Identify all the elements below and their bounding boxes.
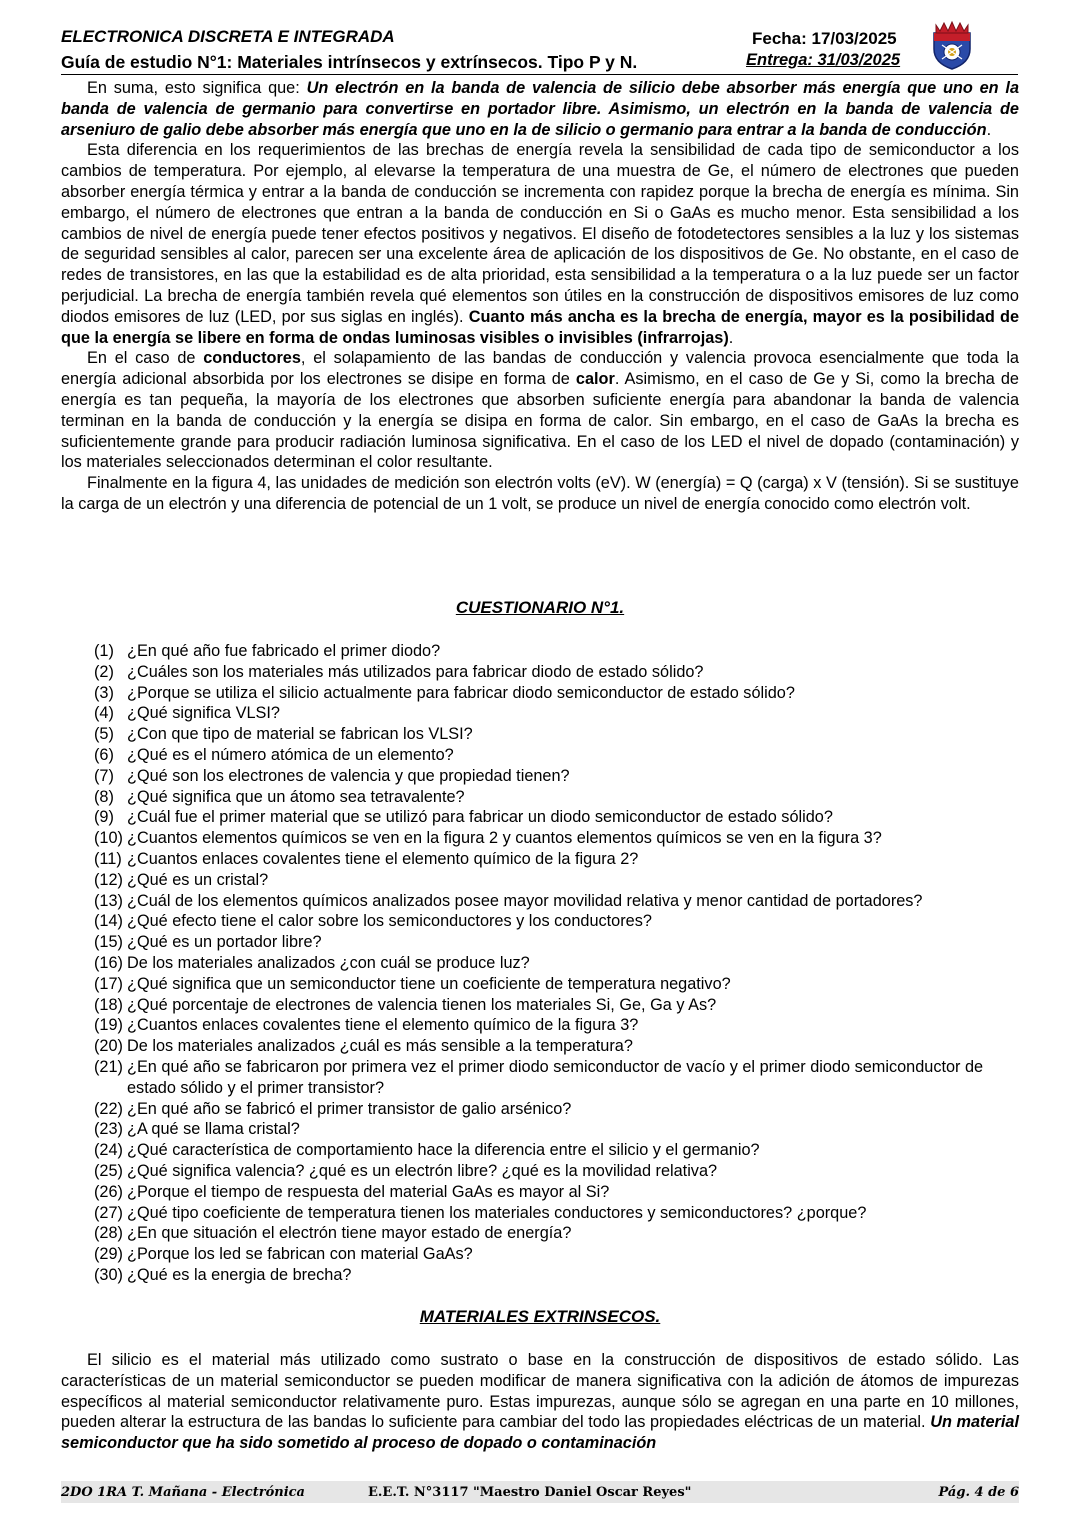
question-text: ¿Qué significa valencia? ¿qué es un electrón libre? ¿qué es la movilidad relativa? xyxy=(127,1161,718,1180)
question-number: (6) xyxy=(94,745,114,764)
question-text: ¿Qué significa que un átomo sea tetravalente? xyxy=(127,787,465,806)
paragraph-conductors xyxy=(61,348,1019,473)
question-number: (2) xyxy=(94,662,114,681)
question-text: ¿Porque se utiliza el silicio actualmente para fabricar diodo semiconductor de estado sólido? xyxy=(127,683,795,702)
question-item xyxy=(94,995,1024,1016)
question-number: (30) xyxy=(94,1265,123,1284)
question-number: (1) xyxy=(94,642,114,660)
question-item xyxy=(94,932,1024,953)
footer-page-number: Pág. 4 de 6 xyxy=(938,1485,1019,1500)
question-item xyxy=(94,911,1024,932)
question-text: ¿En qué año se fabricaron por primera vez el primer diodo semiconductor de vacío y el primer diodo semiconductor de estado sólido y el primer transistor? xyxy=(127,1057,984,1097)
text-run: , el solapamiento de las bandas de conducción y valencia provoca esencialmente que toda la energía adicional absorbida por los electrones se disipe en forma de xyxy=(61,349,1019,389)
question-number: (21) xyxy=(94,1057,123,1076)
question-number: (13) xyxy=(94,891,123,910)
question-item xyxy=(94,703,1024,724)
paragraph-extrinsic xyxy=(61,1350,1019,1454)
question-text: ¿Porque los led se fabrican con material GaAs? xyxy=(127,1245,473,1264)
question-number: (8) xyxy=(94,787,114,806)
question-text: ¿Cuantos elementos químicos se ven en la figura 2 y cuantos elementos químicos se ven en la figura 3? xyxy=(127,829,882,848)
question-item xyxy=(94,1161,1024,1182)
text-run: El silicio es el material más utilizado como sustrato o base en la construcción de dispositivos de estado sólido. Las características de un material semiconductor se pueden modificar de manera significativa con la adición de átomos de impurezas específicos al material semiconductor relativamente puro. Estas impurezas, aunque sólo se agregan en una parte en 10 millones, pueden alterar la estructura de las bandas lo suficiente para cambiar del todo las propiedades eléctricas de un material. xyxy=(61,1351,1019,1432)
question-number: (14) xyxy=(94,912,123,931)
question-text: ¿Qué efecto tiene el calor sobre los semiconductores y los conductores? xyxy=(127,912,652,931)
question-item xyxy=(94,1244,1024,1265)
question-text: ¿Qué es la energia de brecha? xyxy=(127,1265,352,1284)
question-item xyxy=(94,745,1024,766)
question-text: ¿Cuantos enlaces covalentes tiene el elemento químico de la figura 3? xyxy=(127,1016,639,1035)
question-list xyxy=(94,641,1024,1286)
question-text: ¿En qué año se fabricó el primer transistor de galio arsénico? xyxy=(127,1099,572,1118)
footer-school: E.E.T. N°3117 "Maestro Daniel Oscar Reyes" xyxy=(368,1485,692,1500)
question-item xyxy=(94,870,1024,891)
question-item xyxy=(94,1015,1024,1036)
emphasis-text: Un electrón en la banda de valencia de silicio debe absorber más energía que uno en la banda de valencia de germanio para convertirse en portador libre. Asimismo, un electrón en la banda de valencia de arseniuro de galio debe absorber más energía que uno en la de silicio o germanio para entrar a la banda de conducción xyxy=(61,79,1020,139)
question-item xyxy=(94,1119,1024,1140)
date-label: Fecha: 17/03/2025 xyxy=(752,29,897,48)
question-item xyxy=(94,787,1024,808)
question-number: (9) xyxy=(94,808,114,827)
question-number: (27) xyxy=(94,1203,123,1222)
emphasis-text: Cuanto más ancha es la brecha de energía, mayor es la posibilidad de que la energía se libere en forma de ondas luminosas visibles o invisibles (infrarrojas) xyxy=(61,307,1020,347)
footer-course: 2DO 1RA T. Mañana - Electrónica xyxy=(61,1485,305,1500)
question-text: ¿Qué significa que un semiconductor tiene un coeficiente de temperatura negativo? xyxy=(127,974,731,993)
question-number: (24) xyxy=(94,1141,123,1160)
question-number: (10) xyxy=(94,829,123,848)
question-text: ¿Qué característica de comportamiento hace la diferencia entre el silicio y el germanio? xyxy=(127,1141,760,1160)
school-crest-icon xyxy=(930,19,974,71)
question-item xyxy=(94,683,1024,704)
question-number: (18) xyxy=(94,995,123,1014)
question-text: ¿Cuál de los elementos químicos analizados posee mayor movilidad relativa y menor cantidad de portadores? xyxy=(127,891,923,910)
question-text: De los materiales analizados ¿cuál es más sensible a la temperatura? xyxy=(127,1037,633,1056)
question-number: (4) xyxy=(94,704,114,723)
question-item xyxy=(94,766,1024,787)
question-item xyxy=(94,1182,1024,1203)
question-number: (17) xyxy=(94,974,123,993)
question-item xyxy=(94,641,1024,662)
question-item xyxy=(94,849,1024,870)
question-item xyxy=(94,1140,1024,1161)
question-text: ¿Cuáles son los materiales más utilizados para fabricar diodo de estado sólido? xyxy=(127,662,704,681)
text-run: Esta diferencia en los requerimientos de las brechas de energía revela la sensibilidad de cada tipo de semiconductor a los cambios de temperatura. Por ejemplo, al elevarse la temperatura de una muestra de Ge, el número de electrones que pueden absorber energía térmica y entrar a la banda de conducción se incrementa con rapidez porque la brecha de energía es mínima. Sin embargo, el número de electrones que entran a la banda de conducción en Si o GaAs es mucho menor. Esta sensibilidad a los cambios de nivel de energía puede tener efectos positivos y negativos. El diseño de fotodetectores sensibles a la luz y los sistemas de seguridad sensibles al calor, parecen ser una excelente área de aplicación de los dispositivos de Ge. No obstante, en el caso de redes de transistores, en las que la estabilidad es de alta prioridad, esta sensibilidad a la temperatura o a la luz puede ser un factor perjudicial. La brecha de energía también revela qué elementos son útiles en la construcción de dispositivos emisores de luz como diodos emisores de luz (LED, por sus siglas en inglés). xyxy=(61,141,1019,326)
emphasis-text: Un material semiconductor que ha sido sometido al proceso de dopado o contaminación xyxy=(61,1413,1019,1453)
question-text: ¿Cuál fue el primer material que se utilizó para fabricar un diodo semiconductor de estado sólido? xyxy=(127,808,833,827)
question-number: (5) xyxy=(94,725,114,744)
paragraph-energy-gap xyxy=(61,140,1019,348)
question-number: (11) xyxy=(94,849,122,868)
page-footer xyxy=(61,1481,1019,1503)
question-item xyxy=(94,974,1024,995)
extrinsic-title: MATERIALES EXTRINSECOS. xyxy=(419,1307,661,1326)
question-item xyxy=(94,724,1024,745)
questionnaire-title: CUESTIONARIO N°1. xyxy=(455,598,625,617)
question-number: (15) xyxy=(94,933,123,952)
extrinsic-text xyxy=(61,1350,1019,1454)
question-text: ¿Qué es un cristal? xyxy=(127,870,269,889)
paragraph-electron-volt: Finalmente en la figura 4, las unidades de medición son electrón volts (eV). W (energía) = Q (carga) x V (tensión). Si se sustituye la carga de un electrón y una diferencia de potencial de un 1 volt, se produce un nivel de energía conocido como electrón volt. xyxy=(61,474,1019,513)
text-run: En suma, esto significa que: xyxy=(87,79,307,97)
question-text: ¿Qué porcentaje de electrones de valencia tienen los materiales Si, Ge, Ga y As? xyxy=(127,995,717,1014)
question-number: (26) xyxy=(94,1182,123,1201)
question-item xyxy=(94,1203,1024,1224)
question-number: (29) xyxy=(94,1245,123,1264)
question-number: (20) xyxy=(94,1037,123,1056)
due-date-label: Entrega: 31/03/2025 xyxy=(746,51,901,69)
question-number: (25) xyxy=(94,1161,123,1180)
question-number: (7) xyxy=(94,766,114,785)
question-number: (19) xyxy=(94,1016,123,1035)
question-item xyxy=(94,1036,1024,1057)
intro-text xyxy=(61,78,1019,515)
question-item xyxy=(94,1057,1024,1099)
question-item xyxy=(94,953,1024,974)
question-item xyxy=(94,807,1024,828)
question-item xyxy=(94,1265,1024,1286)
question-number: (22) xyxy=(94,1099,123,1118)
question-item xyxy=(94,828,1024,849)
emphasis-text: calor xyxy=(575,370,615,389)
question-text: De los materiales analizados ¿con cuál se produce luz? xyxy=(127,953,530,972)
question-text: ¿Con que tipo de material se fabrican los VLSI? xyxy=(127,725,473,744)
question-text: ¿A qué se llama cristal? xyxy=(127,1120,300,1139)
text-run: . xyxy=(986,120,992,139)
question-item xyxy=(94,1223,1024,1244)
course-title: ELECTRONICA DISCRETA E INTEGRADA xyxy=(61,27,395,46)
question-text: ¿Porque el tiempo de respuesta del material GaAs es mayor al Si? xyxy=(127,1182,610,1201)
question-text: ¿Qué es el número atómica de un elemento? xyxy=(127,745,454,764)
question-text: ¿Cuantos enlaces covalentes tiene el elemento químico de la figura 2? xyxy=(127,849,639,868)
question-item xyxy=(94,891,1024,912)
question-number: (12) xyxy=(94,870,123,889)
question-item xyxy=(94,1099,1024,1120)
question-text: ¿En que situación el electrón tiene mayor estado de energía? xyxy=(127,1224,572,1243)
question-text: ¿En qué año fue fabricado el primer diodo? xyxy=(127,642,441,660)
question-number: (28) xyxy=(94,1224,123,1243)
question-number: (16) xyxy=(94,953,123,972)
question-text: ¿Qué tipo coeficiente de temperatura tienen los materiales conductores y semiconductores? ¿porque? xyxy=(127,1203,867,1222)
question-number: (23) xyxy=(94,1120,123,1139)
paragraph-summary xyxy=(61,78,1019,140)
text-run: . xyxy=(728,328,734,347)
question-text: ¿Qué significa VLSI? xyxy=(127,704,280,723)
guide-title: Guía de estudio N°1: Materiales intrínsecos y extrínsecos. Tipo P y N. xyxy=(61,52,638,72)
header-divider xyxy=(61,74,1018,75)
text-run: En el caso de xyxy=(87,349,204,368)
question-text: ¿Qué son los electrones de valencia y que propiedad tienen? xyxy=(127,766,570,785)
text-run: . Asimismo, en el caso de Ge y Si, como la brecha de energía es tan pequeña, la mayoría de los electrones que absorben suficiente energía para abandonar la banda de valencia terminan en la banda de conducción y la energía se disipa en forma de calor. Sin embargo, en el caso de GaAs la brecha es suficientemente grande para producir radiación luminosa significativa. En el caso de los LED el nivel de dopado (contaminación) y los materiales seleccionados determinan el color resultante. xyxy=(61,370,1019,472)
question-number: (3) xyxy=(94,683,114,702)
question-text: ¿Qué es un portador libre? xyxy=(127,933,322,952)
emphasis-text: conductores xyxy=(203,349,301,368)
question-item xyxy=(94,662,1024,683)
